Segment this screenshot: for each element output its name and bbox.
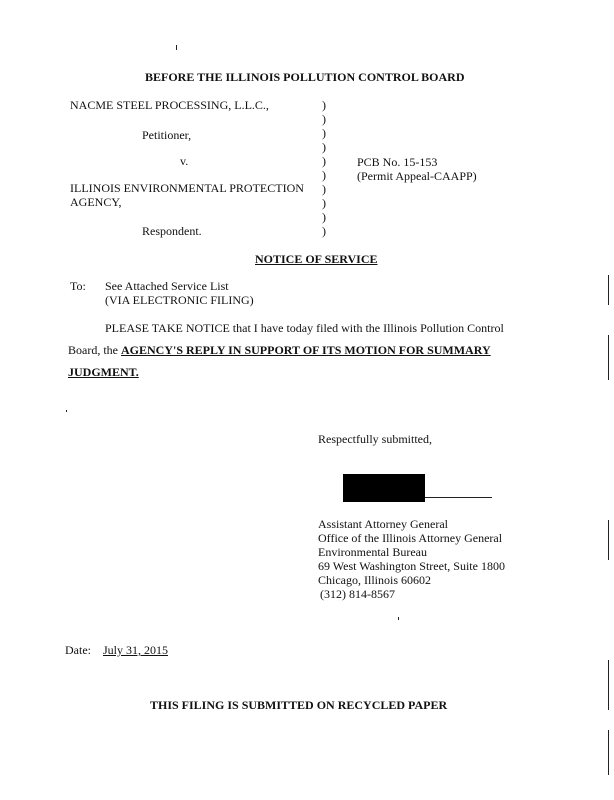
signer-address1: 69 West Washington Street, Suite 1800 [318, 559, 505, 573]
notice-body-line1: PLEASE TAKE NOTICE that I have today filed with the Illinois Pollution Control [105, 321, 504, 335]
paren: ) [322, 210, 326, 224]
to-line1: See Attached Service List [105, 279, 229, 293]
signature-line [425, 497, 492, 498]
versus: v. [180, 154, 189, 168]
paren: ) [322, 98, 326, 112]
signer-title: Assistant Attorney General [318, 517, 448, 531]
paren: ) [322, 168, 326, 182]
paren: ) [322, 182, 326, 196]
paren: ) [322, 112, 326, 126]
notice-body-line2 [68, 343, 491, 357]
caption-parentheses [322, 98, 332, 238]
petitioner-role: Petitioner, [142, 128, 192, 142]
board-heading: BEFORE THE ILLINOIS POLLUTION CONTROL BOARD [145, 70, 465, 84]
paren: ) [322, 126, 326, 140]
respondent-role: Respondent. [142, 224, 202, 238]
signer-bureau: Environmental Bureau [318, 545, 427, 559]
signer-address2: Chicago, Illinois 60602 [318, 573, 431, 587]
to-label: To: [70, 279, 86, 293]
paren: ) [322, 196, 326, 210]
scan-speck [66, 410, 67, 412]
closing: Respectfully submitted, [318, 432, 432, 446]
notice-title: NOTICE OF SERVICE [255, 252, 378, 266]
signer-phone: (312) 814-8567 [320, 587, 395, 601]
recycled-paper-notice: THIS FILING IS SUBMITTED ON RECYCLED PAPER [150, 698, 448, 712]
case-number: PCB No. 15-153 [357, 155, 438, 169]
margin-mark [608, 520, 609, 560]
margin-mark [608, 660, 609, 710]
redacted-signature [343, 474, 425, 502]
paren: ) [322, 154, 326, 168]
scan-speck [398, 617, 399, 620]
paren: ) [322, 140, 326, 154]
respondent-name-line1: ILLINOIS ENVIRONMENTAL PROTECTION [70, 181, 304, 195]
margin-mark [608, 335, 609, 380]
scan-speck [176, 45, 177, 50]
signer-office: Office of the Illinois Attorney General [318, 531, 503, 545]
margin-mark [608, 730, 609, 775]
margin-mark [608, 275, 609, 305]
case-type: (Permit Appeal-CAAPP) [357, 169, 477, 183]
respondent-name-line2: AGENCY, [70, 195, 122, 209]
filed-document-title-line2: JUDGMENT. [68, 365, 139, 379]
paren: ) [322, 224, 326, 238]
notice-body-prefix: Board, the [68, 343, 121, 357]
petitioner-name: NACME STEEL PROCESSING, L.L.C., [70, 98, 269, 112]
to-line2: (VIA ELECTRONIC FILING) [105, 293, 254, 307]
date-value: July 31, 2015 [103, 643, 169, 657]
filed-document-title: AGENCY'S REPLY IN SUPPORT OF ITS MOTION FOR SUMMARY [121, 343, 491, 357]
date-label: Date: [65, 643, 91, 657]
